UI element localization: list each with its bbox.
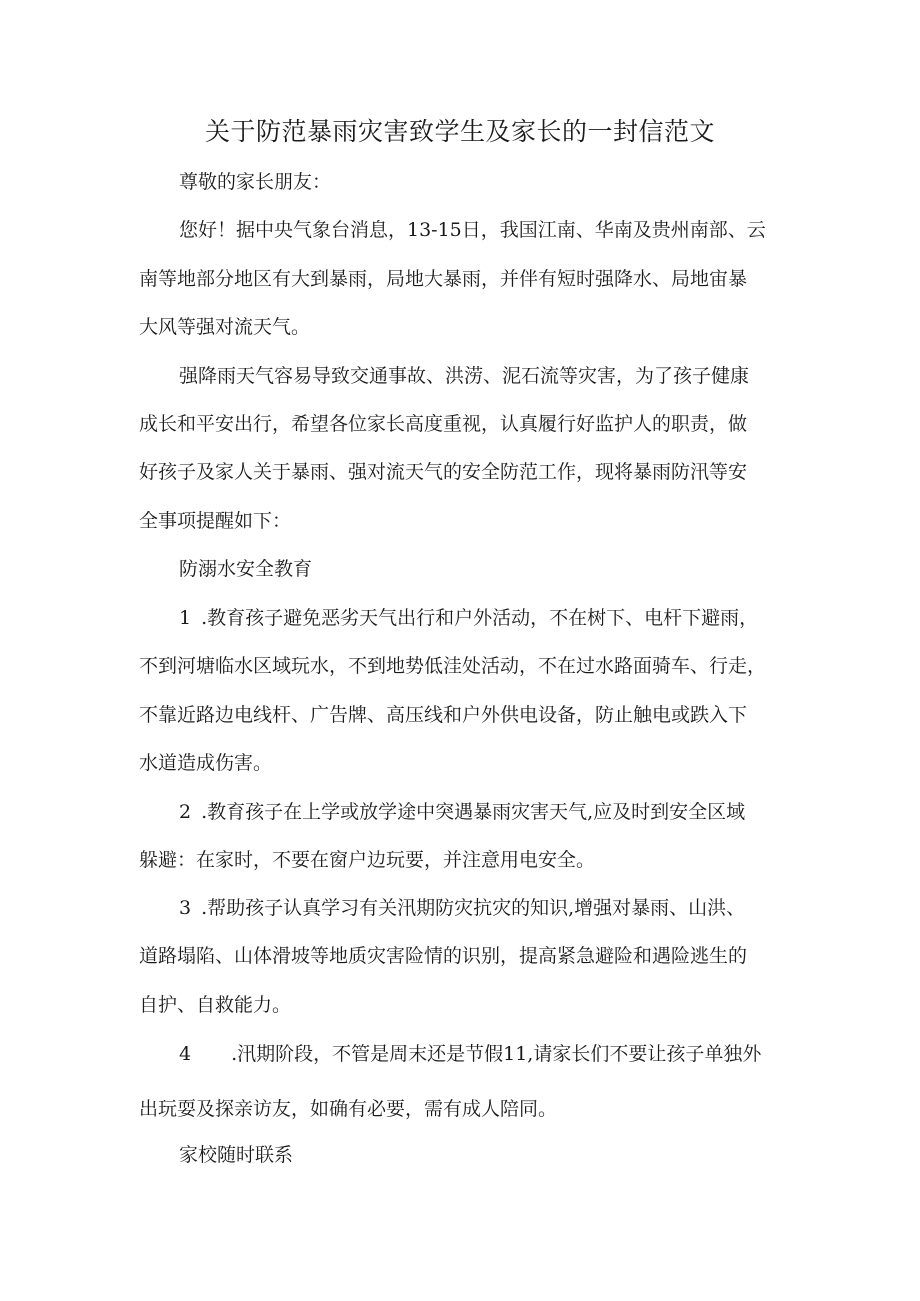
item-1-line-4: 水道造成伤害。 bbox=[139, 752, 273, 774]
item-3-line-3: 自护、自救能力。 bbox=[139, 994, 292, 1016]
item-3-line-1 bbox=[179, 894, 745, 922]
item-4-number: 4 bbox=[179, 1043, 192, 1065]
item-4-text: .汛期阶段，不管是周末还是节假11,请家长们不要让孩子单独外 bbox=[231, 1043, 762, 1065]
paragraph-1-line-3: 大风等强对流天气。 bbox=[139, 316, 311, 338]
paragraph-2-line-3: 好孩子及家人关于暴雨、强对流天气的安全防范工作，现将暴雨防汛等安 bbox=[139, 461, 748, 483]
item-2-line-1 bbox=[179, 798, 745, 826]
item-2-text: .教育孩子在上学或放学途中突遇暴雨灾害天气,应及时到安全区域 bbox=[201, 801, 746, 823]
item-1-number: 1 bbox=[179, 607, 192, 629]
paragraph-2-line-2: 成长和平安出行，希望各位家长高度重视，认真履行好监护人的职责，做 bbox=[139, 413, 748, 435]
item-1-line-3: 不靠近路边电线杆、广告牌、高压线和户外供电设备，防止触电或跌入下 bbox=[139, 704, 748, 726]
item-4-line-2: 出玩耍及探亲访友，如确有必要，需有成人陪同。 bbox=[139, 1098, 558, 1120]
item-3-text: .帮助孩子认真学习有关汛期防灾抗灾的知识,增强对暴雨、山洪、 bbox=[201, 897, 746, 919]
item-2-line-2: 躲避：在家时，不要在窗户边玩要，并注意用电安全。 bbox=[139, 849, 596, 871]
item-1-line-1 bbox=[179, 604, 758, 632]
paragraph-2-line-4: 全事项提醒如下： bbox=[139, 510, 292, 532]
item-1-text: .教育孩子避免恶劣天气出行和户外活动，不在树下、电杆下避雨， bbox=[201, 607, 759, 629]
section-heading-contact: 家校随时联系 bbox=[179, 1144, 294, 1166]
item-3-number: 3 bbox=[179, 897, 192, 919]
paragraph-1-line-2: 南等地部分地区有大到暴雨，局地大暴雨，并伴有短时强降水、局地宙暴 bbox=[139, 268, 748, 290]
section-heading-drowning: 防溺水安全教育 bbox=[179, 558, 313, 580]
paragraph-1-line-1: 您好！据中央气象台消息，13-15日，我国江南、华南及贵州南部、云 bbox=[179, 219, 766, 241]
document-title: 关于防范暴雨灾害致学生及家长的一封信范文 bbox=[204, 117, 715, 146]
item-4-line-1 bbox=[179, 1040, 761, 1068]
greeting: 尊敬的家长朋友： bbox=[179, 171, 332, 193]
item-3-line-2: 道路塌陷、山体滑坡等地质灾害险情的识别，提高紧急避险和遇险逃生的 bbox=[139, 945, 748, 967]
item-2-number: 2 bbox=[179, 801, 192, 823]
paragraph-2-line-1: 强降雨天气容易导致交通事故、洪涝、泥石流等灾害，为了孩子健康 bbox=[179, 365, 750, 387]
item-1-line-2: 不到河塘临水区域玩水，不到地势低洼处活动，不在过水路面骑车、行走， bbox=[139, 655, 767, 677]
